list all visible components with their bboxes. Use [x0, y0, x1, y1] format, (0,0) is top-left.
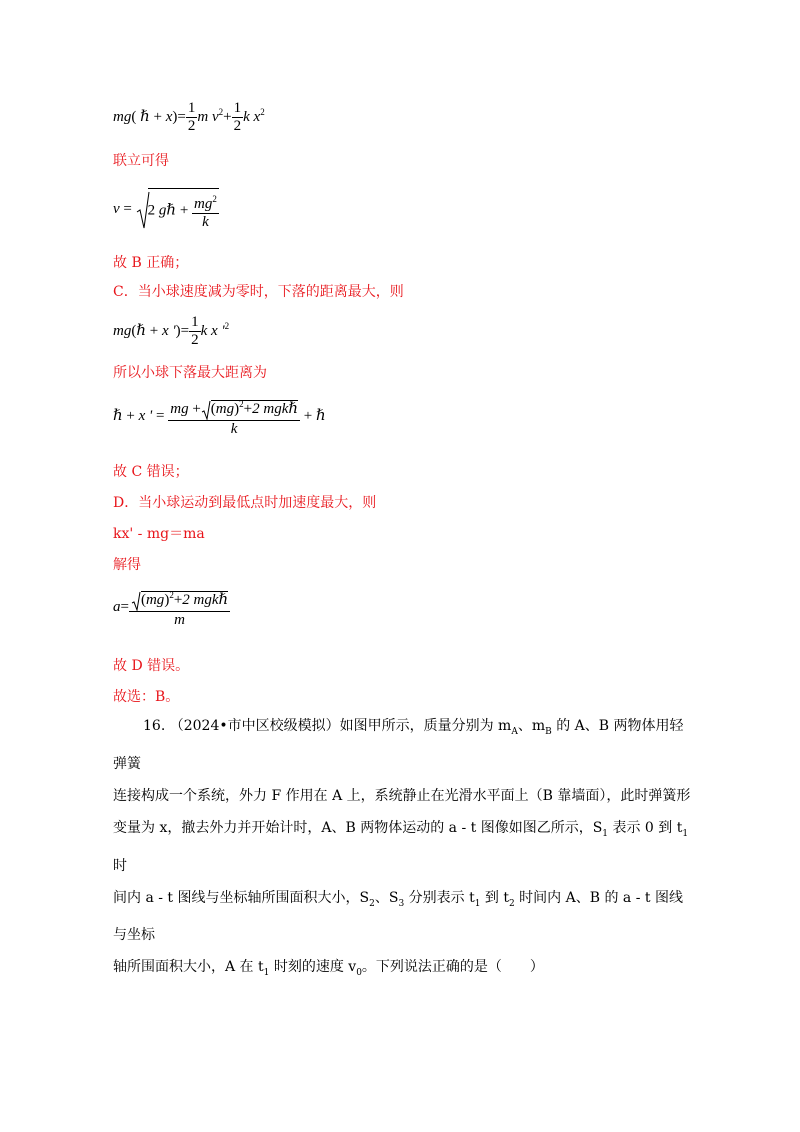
equation-fall-distance: ℏ + x ' = $\frac{mg + (mg)^2+2 mgk\hbar}{k}$ + ℏ	[113, 396, 326, 438]
text-answer: 故选：B。	[113, 689, 180, 705]
text-newton-equation: kx' - mg＝ma	[113, 526, 205, 542]
equation-velocity: v = 2 gℏ + $\frac{mg^2}{k}$	[113, 188, 219, 231]
question-line-2: 连接构成一个系统，外力 F 作用在 A 上，系统静止在光滑水平面上（B 靠墙面），此时弹簧形	[113, 787, 691, 804]
text-combine: 联立可得	[113, 153, 169, 169]
text-max-fall: 所以小球下落最大距离为	[113, 365, 267, 381]
question-line-1: 16. （2024•市中区校级模拟）如图甲所示，质量分别为 $m_A$、$m_B$ 的 A、B 两物体用轻弹簧	[113, 718, 684, 772]
question-16	[113, 710, 695, 989]
text-b-correct: 故 B 正确；	[113, 255, 189, 271]
sqrt-sign-icon	[131, 591, 141, 611]
equation-acceleration: a= $\frac{(mg)^2+2 mgk\hbar}{m}$	[113, 587, 230, 629]
question-line-5: 轴所围面积大小，A 在 $t_1$ 时刻的速度 $v_0$。下列说法正确的是（ ）	[113, 959, 544, 979]
sqrt-sign-icon	[201, 400, 211, 420]
text-solve: 解得	[113, 557, 141, 573]
text-d-wrong: 故 D 错误。	[113, 658, 190, 674]
text-option-c: C．当小球速度减为零时，下落的距离最大，则	[113, 284, 404, 300]
text-c-wrong: 故 C 错误；	[113, 464, 189, 480]
text-option-d: D．当小球运动到最低点时加速度最大，则	[113, 495, 377, 511]
equation-max-distance: mg(ℏ + x ')= $\frac{1}{2}$ k x '$^2$	[113, 314, 230, 348]
equation-energy-conservation: mg( ℏ + x)= $\frac{1}{2}$ m $v^2+$ $\frac{1}{2}$ k $x^2$	[113, 100, 265, 134]
question-line-3: 变量为 x，撤去外力并开始计时，A、B 两物体运动的 a - t 图像如图乙所示，$S_1$ 表示 0 到 $t_1$ 时	[113, 819, 689, 874]
question-line-4: 间内 a - t 图线与坐标轴所围面积大小，$S_2$、$S_3$ 分别表示 $t_1$ 到 $t_2$ 时间内 A、B 的 a - t 图线与坐标	[113, 889, 683, 944]
